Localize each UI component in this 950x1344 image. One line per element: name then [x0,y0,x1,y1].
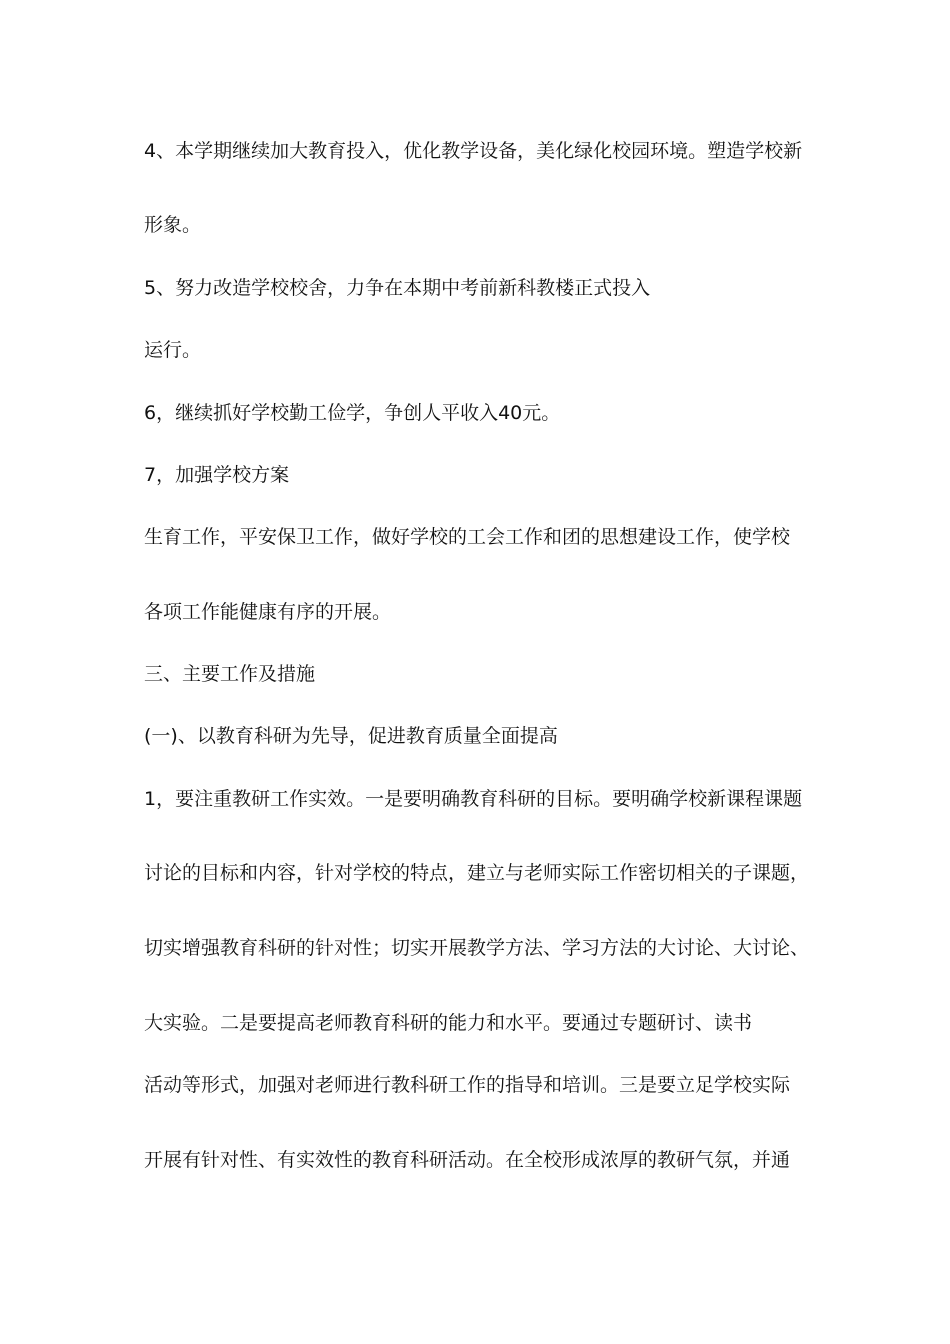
paragraph-line: 6，继续抓好学校勤工俭学，争创人平收入40元。 [144,402,561,424]
paragraph-line: 切实增强教育科研的针对性；切实开展教学方法、学习方法的大讨论、大讨论、 [144,937,810,959]
subsection-heading: (一)、以教育科研为先导，促进教育质量全面提高 [144,725,558,747]
paragraph-line: 形象。 [144,214,202,236]
paragraph-line: 运行。 [144,339,202,361]
paragraph-line: 讨论的目标和内容，针对学校的特点，建立与老师实际工作密切相关的子课题， [144,862,810,884]
paragraph-line: 活动等形式，加强对老师进行教科研工作的指导和培训。三是要立足学校实际 [144,1074,791,1096]
section-heading: 三、主要工作及措施 [144,663,316,685]
paragraph-line: 1，要注重教研工作实效。一是要明确教育科研的目标。要明确学校新课程课题 [144,788,803,810]
paragraph-line: 4、本学期继续加大教育投入，优化教学设备，美化绿化校园环境。塑造学校新 [144,140,803,162]
paragraph-line: 7，加强学校方案 [144,464,290,486]
paragraph-line: 各项工作能健康有序的开展。 [144,601,392,623]
paragraph-line: 5、努力改造学校校舍，力争在本期中考前新科教楼正式投入 [144,277,651,299]
paragraph-line: 生育工作，平安保卫工作，做好学校的工会工作和团的思想建设工作，使学校 [144,526,791,548]
paragraph-line: 大实验。二是要提高老师教育科研的能力和水平。要通过专题研讨、读书 [144,1012,753,1034]
paragraph-line: 开展有针对性、有实效性的教育科研活动。在全校形成浓厚的教研气氛，并通 [144,1149,791,1171]
